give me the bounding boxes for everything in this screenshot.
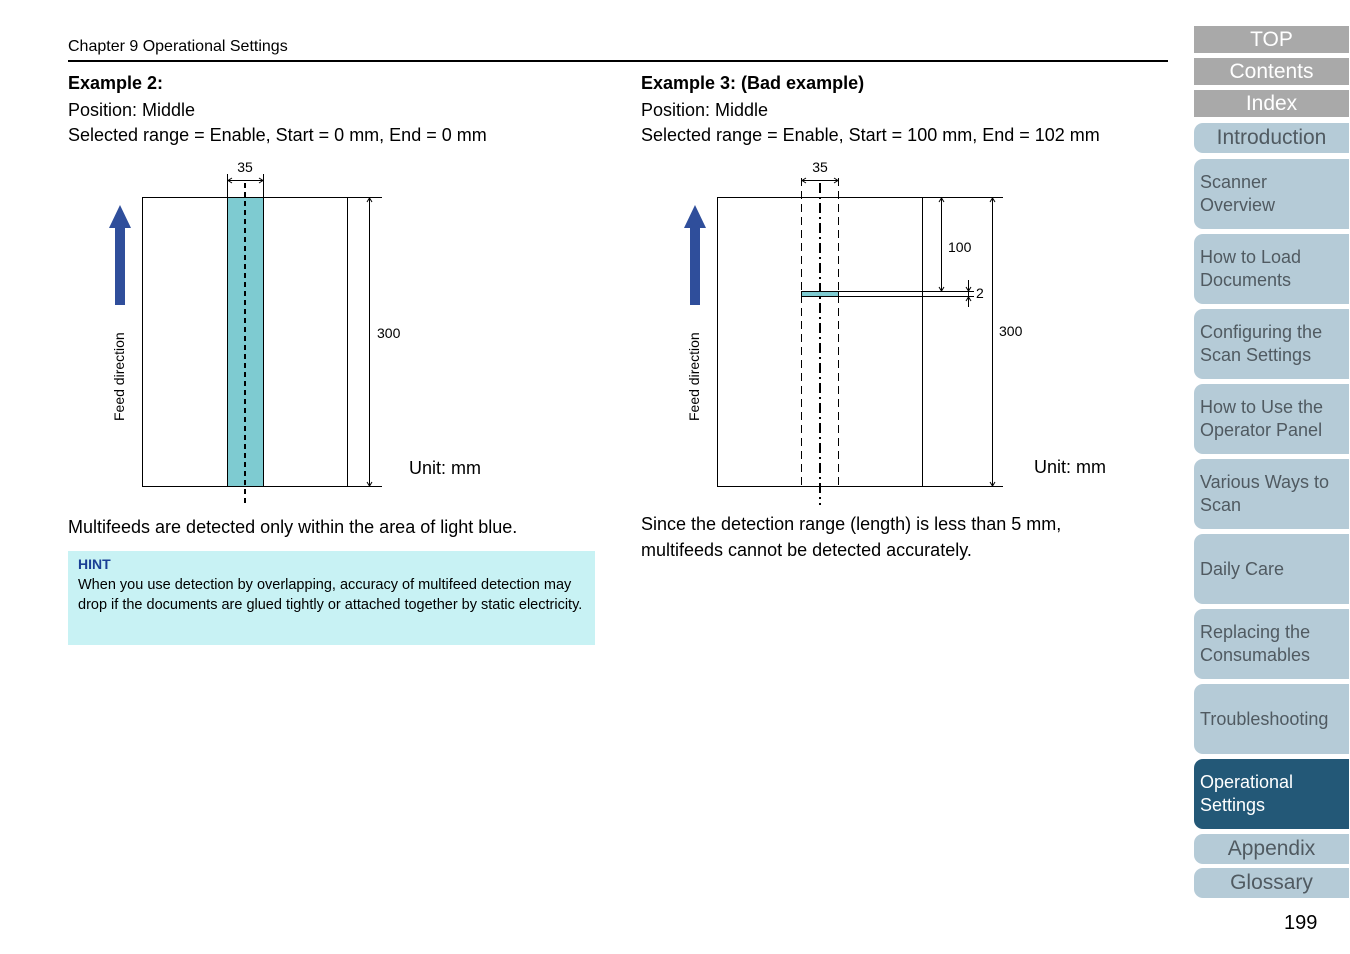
tab-replacing-consumables[interactable] bbox=[1194, 609, 1349, 679]
tab-scanner-overview[interactable] bbox=[1194, 159, 1349, 229]
nav-index-button[interactable]: Index bbox=[1194, 90, 1349, 117]
example3-diagram bbox=[620, 0, 1180, 520]
chapter-title: Chapter 9 Operational Settings bbox=[68, 38, 288, 55]
example3-range: Selected range = Enable, Start = 100 mm, End = 102 mm bbox=[641, 125, 1100, 145]
feed-arrow-icon bbox=[109, 205, 131, 305]
height-label: 300 bbox=[377, 325, 401, 341]
nav-top-button[interactable]: TOP bbox=[1194, 26, 1349, 53]
unit-label: Unit: mm bbox=[1034, 457, 1106, 477]
tab-appendix[interactable] bbox=[1194, 834, 1349, 864]
tab-label: Glossary bbox=[1230, 871, 1313, 894]
unit-label: Unit: mm bbox=[409, 458, 481, 478]
example3-position: Position: Middle bbox=[641, 100, 769, 120]
feed-arrow-icon bbox=[684, 205, 706, 305]
hint-title: HINT bbox=[78, 556, 111, 572]
hint-box bbox=[68, 551, 595, 645]
example3-caption-line1: Since the detection range (length) is less than 5 mm, bbox=[641, 514, 1062, 534]
width-label: 35 bbox=[237, 159, 253, 175]
start-label: 100 bbox=[948, 239, 972, 255]
tab-label: How to Load Documents bbox=[1200, 247, 1302, 290]
tab-operational-settings[interactable] bbox=[1194, 759, 1349, 829]
example2-caption: Multifeeds are detected only within the area of light blue. bbox=[68, 517, 518, 537]
tab-how-to-load-documents[interactable] bbox=[1194, 234, 1349, 304]
example2-position: Position: Middle bbox=[68, 100, 196, 120]
example3-title: Example 3: (Bad example) bbox=[641, 73, 865, 93]
tab-daily-care[interactable] bbox=[1194, 534, 1349, 604]
tab-configuring-scan-settings[interactable] bbox=[1194, 309, 1349, 379]
tab-label: Troubleshooting bbox=[1200, 708, 1329, 729]
tab-label: Configuring the Scan Settings bbox=[1200, 322, 1323, 365]
hint-text: When you use detection by overlapping, accuracy of multifeed detection may drop if the documents are glued tightly or attached together by static electricity. bbox=[78, 577, 583, 613]
length-label: 2 bbox=[976, 285, 984, 301]
tab-label: Various Ways to Scan bbox=[1200, 472, 1330, 515]
tab-label: Introduction bbox=[1216, 126, 1327, 149]
example3-caption-line2: multifeeds cannot be detected accurately. bbox=[641, 540, 972, 560]
example2-diagram bbox=[0, 0, 620, 520]
tab-troubleshooting[interactable] bbox=[1194, 684, 1349, 754]
example2-range: Selected range = Enable, Start = 0 mm, End = 0 mm bbox=[68, 125, 487, 145]
tab-label: Replacing the Consumables bbox=[1200, 622, 1311, 665]
tab-label: Daily Care bbox=[1200, 558, 1285, 579]
feed-direction-label: Feed direction bbox=[111, 332, 127, 421]
tab-introduction[interactable] bbox=[1194, 123, 1349, 153]
tab-label: Scanner Overview bbox=[1200, 172, 1276, 215]
height-label: 300 bbox=[999, 323, 1023, 339]
width-label: 35 bbox=[812, 159, 828, 175]
tab-various-ways-to-scan[interactable] bbox=[1194, 459, 1349, 529]
tab-label: Appendix bbox=[1227, 837, 1316, 860]
tab-glossary[interactable] bbox=[1194, 868, 1349, 898]
feed-direction-label: Feed direction bbox=[686, 332, 702, 421]
example2-title: Example 2: bbox=[68, 73, 164, 93]
tab-label: How to Use the Operator Panel bbox=[1200, 397, 1324, 440]
page-number: 199 bbox=[1284, 912, 1318, 934]
tab-operator-panel[interactable] bbox=[1194, 384, 1349, 454]
detection-area bbox=[802, 292, 839, 297]
tab-label: Operational Settings bbox=[1200, 772, 1294, 815]
nav-contents-button[interactable]: Contents bbox=[1194, 58, 1349, 85]
